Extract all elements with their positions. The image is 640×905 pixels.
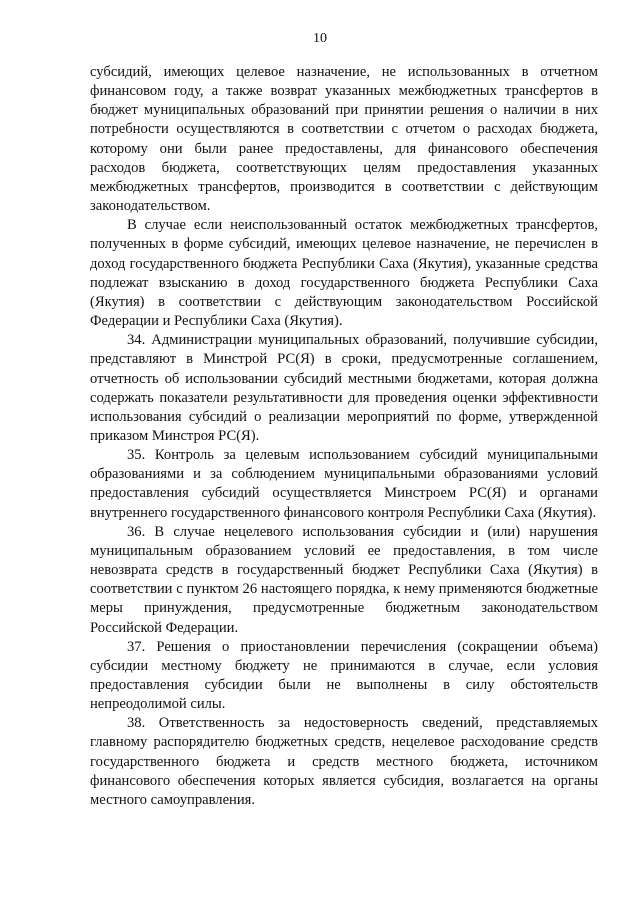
paragraph-unused-balance: В случае если неиспользованный остаток межбюджетных трансфертов, полученных в форме субсидий, имеющих целевое назначение, не перечислен в доход государственного бюджета Республики Саха (Якутия), указанные средства подлежат взысканию в доход государственного бюджета Республики Саха (Якутия) в соответствии с действующим законодательством Российской Федерации и Республики Саха (Якутия). [90,217,598,330]
paragraph-continuation: субсидий, имеющих целевое назначение, не использованных в отчетном финансовом году, а также возврат указанных межбюджетных трансфертов в бюджет муниципальных образований при принятии решения о наличии в них потребности осуществляются в соответствии с отчетом о расходах бюджета, которому они были ранее предоставлены, для финансового обеспечения расходов бюджета, соответствующих целям предоставления указанных межбюджетных трансфертов, производится в соответствии с действующим законодательством. [90,64,598,215]
page-number: 10 [313,31,327,46]
paragraph-34-reporting: 34. Администрации муниципальных образований, получившие субсидии, представляют в Минстрой РС(Я) в сроки, предусмотренные соглашением, отчетность об использовании субсидий местными бюджетами, которая должна содержать показатели результативности для проведения оценки эффективности использования субсидий о реализации мероприятий по форме, утвержденной приказом Минстроя РС(Я). [90,332,598,444]
paragraph-38-responsibility: 38. Ответственность за недостоверность сведений, представляемых главному распорядителю бюджетных средств, нецелевое расходование средств государственного бюджета и средств местного бюджета, источником финансового обеспечения которых является субсидия, возлагается на органы местного самоуправления. [90,715,598,808]
paragraph-35-control: 35. Контроль за целевым использованием субсидий муниципальными образованиями и за соблюдением муниципальными образованиями условий предоставления субсидий осуществляется Минстроем РС(Я) и органами внутреннего государственного финансового контроля Республики Саха (Якутия). [90,447,598,521]
paragraph-37-suspension: 37. Решения о приостановлении перечисления (сокращении объема) субсидии местному бюджету не принимаются в случае, если условия предоставления субсидии были не выполнены в силу обстоятельств непреодолимой силы. [90,638,598,713]
paragraph-36-misuse: 36. В случае нецелевого использования субсидии и (или) нарушения муниципальным образованием условий ее предоставления, в том числе невозврата средств в государственный бюджет Республики Саха (Якутия) в соответствии с пунктом 26 настоящего порядка, к нему применяются бюджетные меры принуждения, предусмотренные бюджетным законодательством Российской Федерации. [90,523,598,636]
document-body [90,63,598,810]
